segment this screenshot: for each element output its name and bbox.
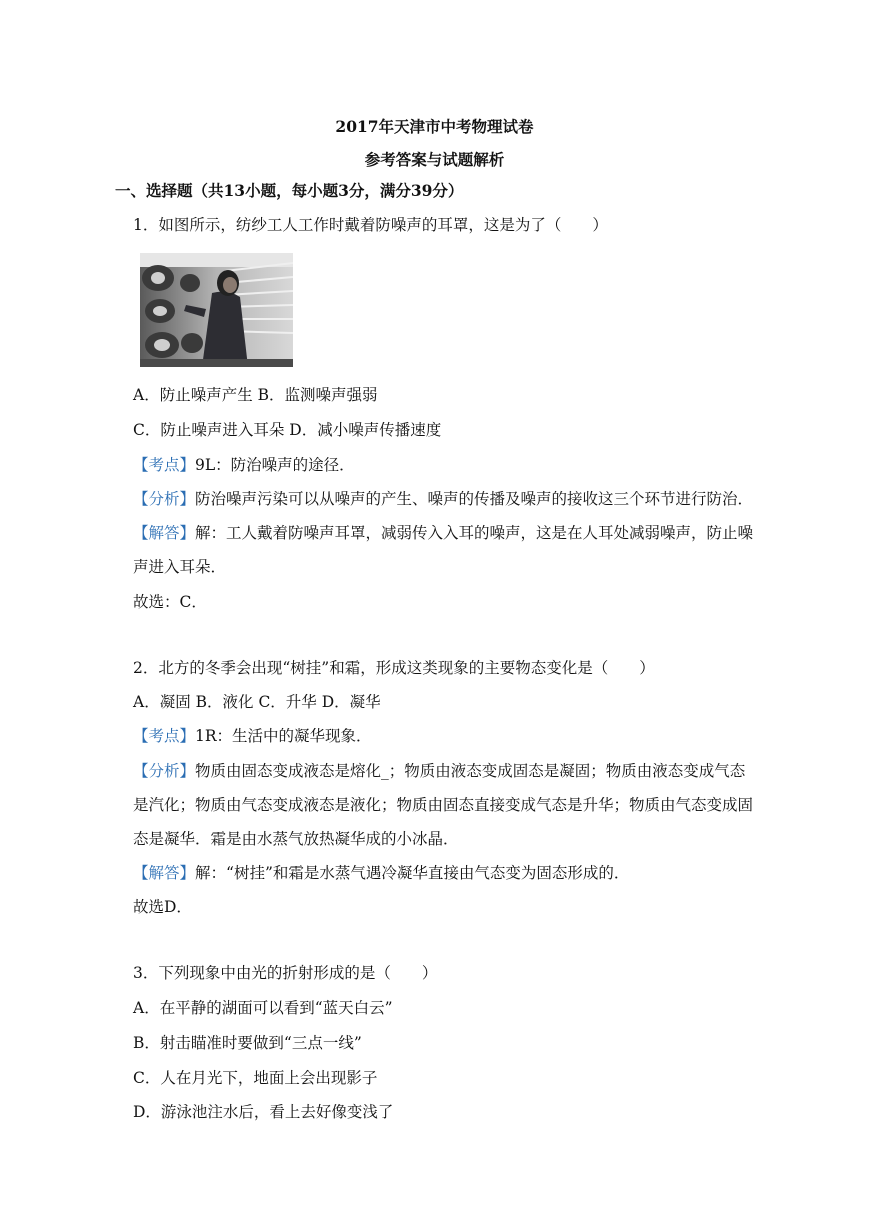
q2-kaodian	[133, 726, 372, 746]
q2-kaodian-text: 1R：生活中的凝华现象．	[195, 727, 372, 745]
q3-option-c: C．人在月光下，地面上会出现影子	[133, 1069, 378, 1087]
q1-jieda-text: 解：工人戴着防噪声耳罩，减弱传入入耳的噪声，这是在人耳处减弱噪声，防止噪	[195, 524, 754, 542]
jieda-tag: 【解答】	[133, 864, 196, 882]
q1-jieda	[133, 523, 753, 543]
q1-fenxi	[133, 489, 753, 509]
q1-kaodian-text: 9L：防治噪声的途径．	[195, 456, 355, 474]
q3-stem: 3．下列现象中由光的折射形成的是（ ）	[133, 964, 438, 982]
q2-jieda-text: 解：“树挂”和霜是水蒸气遇冷凝华直接由气态变为固态形成的．	[195, 864, 630, 882]
q1-factory-photo	[140, 253, 293, 367]
q1-kaodian	[133, 455, 355, 475]
q1-options-cd: C．防止噪声进入耳朵 D．减小噪声传播速度	[133, 421, 442, 439]
kaodian-tag: 【考点】	[133, 456, 196, 474]
q2-fenxi	[133, 761, 745, 781]
q1-fenxi-text: 防治噪声污染可以从噪声的产生、噪声的传播及噪声的接收这三个环节进行防治．	[195, 490, 754, 508]
q3-option-b: B．射击瞄准时要做到“三点一线”	[133, 1034, 362, 1052]
q3-option-a: A．在平静的湖面可以看到“蓝天白云”	[133, 999, 393, 1017]
q1-answer: 故选：C．	[133, 593, 207, 611]
document-subtitle: 参考答案与试题解析	[364, 150, 505, 169]
section-heading: 一、选择题（共13小题，每小题3分，满分39分）	[115, 181, 464, 200]
q2-stem: 2．北方的冬季会出现“树挂”和霜，形成这类现象的主要物态变化是（ ）	[133, 659, 655, 677]
textile-worker-image	[140, 253, 293, 367]
q2-options: A．凝固 B．液化 C．升华 D．凝华	[133, 693, 381, 711]
jieda-tag: 【解答】	[133, 524, 196, 542]
kaodian-tag: 【考点】	[133, 727, 196, 745]
q1-stem: 1．如图所示，纺纱工人工作时戴着防噪声的耳罩，这是为了（ ）	[133, 216, 608, 234]
q1-jieda-continued: 声进入耳朵．	[133, 558, 227, 576]
q2-fenxi-line3: 态是凝华．霜是由水蒸气放热凝华成的小冰晶．	[133, 830, 459, 848]
q2-answer: 故选D．	[133, 898, 192, 916]
document-title: 2017年天津市中考物理试卷	[335, 117, 534, 136]
fenxi-tag: 【分析】	[133, 762, 196, 780]
q2-jieda	[133, 863, 629, 883]
q2-fenxi-line2: 是汽化；物质由气态变成液态是液化；物质由固态直接变成气态是升华；物质由气态变成固	[133, 796, 754, 814]
q3-option-d: D．游泳池注水后，看上去好像变浅了	[133, 1103, 394, 1121]
q2-fenxi-text: 物质由固态变成液态是熔化_；物质由液态变成固态是凝固；物质由液态变成气态	[195, 762, 746, 780]
q1-options-ab: A．防止噪声产生 B．监测噪声强弱	[133, 386, 378, 404]
fenxi-tag: 【分析】	[133, 490, 196, 508]
